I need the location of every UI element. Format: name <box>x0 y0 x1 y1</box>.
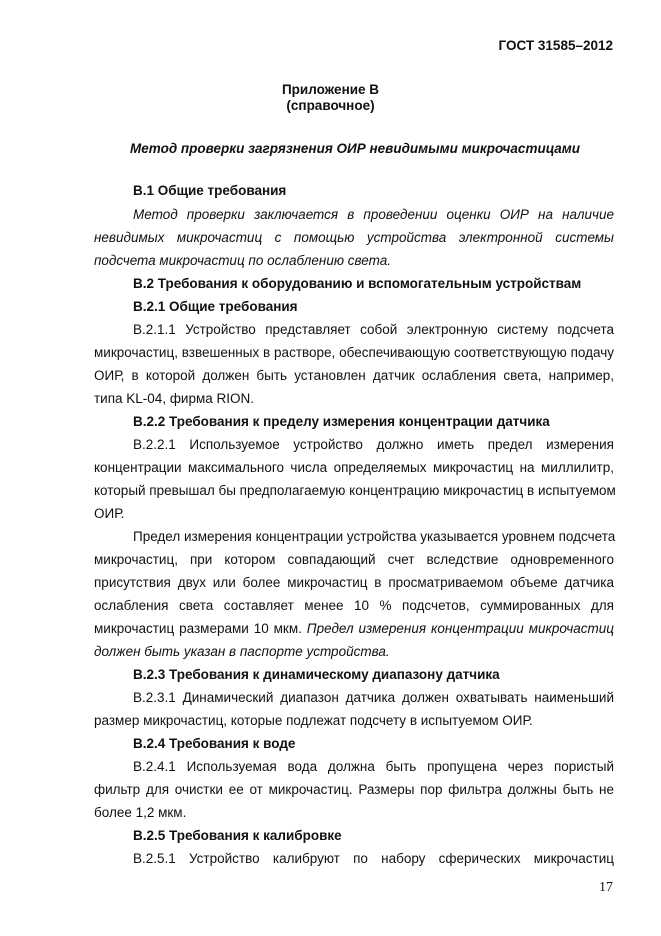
paragraph-line: ОИР, в которой должен быть установлен датчик ослабления света, например, <box>94 368 614 383</box>
paragraph-text-italic: Предел измерения концентрации микрочастиц <box>306 621 614 636</box>
paragraph-line: типа KL-04, фирма RION. <box>94 391 255 406</box>
paragraph-line: ослабления света составляет менее 10 % подсчетов, суммированных для <box>94 598 614 613</box>
section-b1-heading: В.1 Общие требования <box>133 183 287 198</box>
paragraph-line: невидимых микрочастиц с помощью устройства электронной системы <box>94 230 614 245</box>
paragraph-line: ОИР. <box>94 506 125 521</box>
section-b23-heading: В.2.3 Требования к динамическому диапазону датчика <box>133 667 500 682</box>
section-b25-heading: В.2.5 Требования к калибровке <box>133 828 342 843</box>
paragraph-line: концентрации максимального числа определяемых микрочастиц на миллилитр, <box>94 460 614 475</box>
paragraph-line: В.2.4.1 Используемая вода должна быть пропущена через пористый <box>133 759 614 774</box>
paragraph-line: В.2.1.1 Устройство представляет собой электронную систему подсчета <box>133 322 614 337</box>
section-b24-heading: В.2.4 Требования к воде <box>133 736 296 751</box>
paragraph-line: присутствия двух или более микрочастиц в просматриваемом объеме датчика <box>94 575 614 590</box>
section-b22-heading: В.2.2 Требования к пределу измерения концентрации датчика <box>133 414 550 429</box>
paragraph-line: который превышал бы предполагаемую концентрацию микрочастиц в испытуемом <box>94 483 616 498</box>
paragraph-line: микрочастиц, при котором совпадающий счет вследствие одновременного <box>94 552 614 567</box>
section-b2-heading: В.2 Требования к оборудованию и вспомогательным устройствам <box>133 276 582 291</box>
paragraph-line: подсчета микрочастиц по ослаблению света. <box>94 253 391 268</box>
appendix-subtitle: (справочное) <box>286 98 375 113</box>
page-number: 17 <box>599 880 613 895</box>
paragraph-line: более 1,2 мкм. <box>94 805 187 820</box>
paragraph-line: В.2.5.1 Устройство калибруют по набору сферических микрочастиц <box>133 851 614 866</box>
method-title: Метод проверки загрязнения ОИР невидимыми микрочастицами <box>130 141 580 156</box>
paragraph-text: микрочастиц размерами 10 мкм. <box>94 621 302 636</box>
standard-number: ГОСТ 31585–2012 <box>498 38 613 53</box>
paragraph-line: фильтр для очистки ее от микрочастиц. Размеры пор фильтра должны быть не <box>94 782 614 797</box>
paragraph-line: В.2.3.1 Динамический диапазон датчика должен охватывать наименьший <box>133 690 614 705</box>
appendix-title: Приложение В <box>281 82 380 97</box>
paragraph-line: размер микрочастиц, которые подлежат подсчету в испытуемом ОИР. <box>94 713 533 728</box>
paragraph-line-mixed <box>94 621 614 636</box>
paragraph-line: Предел измерения концентрации устройства указывается уровнем подсчета <box>133 529 616 544</box>
paragraph-line: должен быть указан в паспорте устройства. <box>94 644 390 659</box>
section-b21-heading: В.2.1 Общие требования <box>133 299 298 314</box>
paragraph-line: Метод проверки заключается в проведении оценки ОИР на наличие <box>133 207 614 222</box>
paragraph-line: микрочастиц, взвешенных в растворе, обеспечивающую соответствующую подачу <box>94 345 614 360</box>
paragraph-line: В.2.2.1 Используемое устройство должно иметь предел измерения <box>133 437 614 452</box>
